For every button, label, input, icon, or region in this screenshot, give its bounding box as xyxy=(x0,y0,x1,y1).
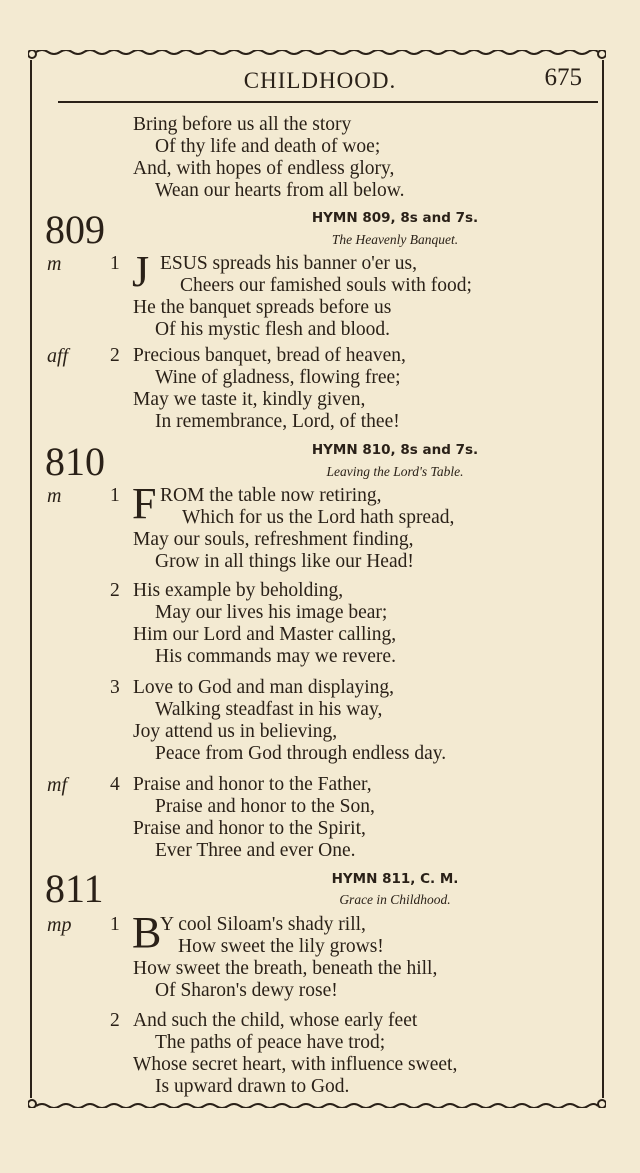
verse-line: Of Sharon's dewy rose! xyxy=(155,980,338,1001)
hymn-title: HYMN 810, 8s and 7s. xyxy=(311,442,479,458)
drop-cap: J xyxy=(132,247,150,296)
intro-line: Wean our hearts from all below. xyxy=(155,180,405,201)
running-header-title: CHILDHOOD. xyxy=(243,68,397,93)
page-number: 675 xyxy=(544,64,582,91)
verse-line: And such the child, whose early feet xyxy=(133,1010,418,1031)
verse-line: ROM the table now retiring, xyxy=(160,485,382,506)
verse-line: Y cool Siloam's shady rill, xyxy=(160,914,366,935)
verse-line: In remembrance, Lord, of thee! xyxy=(155,411,400,432)
verse-line: Is upward drawn to God. xyxy=(155,1076,350,1097)
dynamic-mark: aff xyxy=(47,345,69,367)
verse-line: Praise and honor to the Son, xyxy=(155,796,375,817)
verse-line: Joy attend us in believing, xyxy=(133,721,338,742)
verse-line: ESUS spreads his banner o'er us, xyxy=(160,253,417,274)
verse-line: Love to God and man displaying, xyxy=(133,677,395,698)
verse-line: Wine of gladness, flowing free; xyxy=(155,367,401,388)
dynamic-mark: mf xyxy=(47,774,67,796)
verse-line: Ever Three and ever One. xyxy=(155,840,356,861)
verse-line: His commands may we revere. xyxy=(155,646,396,667)
verse-number: 2 xyxy=(110,580,120,601)
verse-line: Of his mystic flesh and blood. xyxy=(155,319,391,340)
verse-line: His example by beholding, xyxy=(133,580,344,601)
verse-line: He the banquet spreads before us xyxy=(133,297,392,318)
verse-number: 3 xyxy=(110,677,120,698)
verse-number: 4 xyxy=(110,774,120,795)
verse-line: Which for us the Lord hath spread, xyxy=(182,507,455,528)
drop-cap: B xyxy=(132,908,162,957)
verse-line: The paths of peace have trod; xyxy=(155,1032,386,1053)
hymn-title: HYMN 809, 8s and 7s. xyxy=(311,210,479,226)
hymn-subtitle: The Heavenly Banquet. xyxy=(331,232,459,247)
verse-number: 2 xyxy=(110,345,120,366)
verse-line: Whose secret heart, with influence sweet, xyxy=(133,1054,458,1075)
dynamic-mark: mp xyxy=(47,914,72,936)
verse-line: Grow in all things like our Head! xyxy=(155,551,414,572)
verse-line: Praise and honor to the Spirit, xyxy=(133,818,366,839)
hymn-subtitle: Leaving the Lord's Table. xyxy=(326,464,464,479)
hymn-number: 811 xyxy=(45,866,104,911)
verse-line: Walking steadfast in his way, xyxy=(155,699,383,720)
verse-line: May we taste it, kindly given, xyxy=(133,389,366,410)
intro-line: Bring before us all the story xyxy=(133,114,352,135)
verse-number: 2 xyxy=(110,1010,120,1031)
verse-line: Peace from God through endless day. xyxy=(155,743,447,764)
verse-line: May our lives his image bear; xyxy=(155,602,388,623)
verse-number: 1 xyxy=(110,485,120,506)
hymn-subtitle: Grace in Childhood. xyxy=(339,892,451,907)
verse-line: Cheers our famished souls with food; xyxy=(180,275,472,296)
verse-line: Praise and honor to the Father, xyxy=(133,774,372,795)
drop-cap: F xyxy=(132,479,157,528)
intro-line: And, with hopes of endless glory, xyxy=(133,158,395,179)
dynamic-mark: m xyxy=(47,253,62,275)
verse-number: 1 xyxy=(110,253,120,274)
verse-number: 1 xyxy=(110,914,120,935)
header-rule xyxy=(58,101,598,103)
intro-line: Of thy life and death of woe; xyxy=(155,136,381,157)
verse-line: Precious banquet, bread of heaven, xyxy=(133,345,406,366)
verse-line: Him our Lord and Master calling, xyxy=(133,624,397,645)
verse-line: May our souls, refreshment finding, xyxy=(133,529,414,550)
verse-line: How sweet the lily grows! xyxy=(178,936,384,957)
hymn-title: HYMN 811, C. M. xyxy=(331,871,459,887)
verse-line: How sweet the breath, beneath the hill, xyxy=(133,958,438,979)
hymn-number: 809 xyxy=(45,207,105,252)
hymn-number: 810 xyxy=(45,439,105,484)
dynamic-mark: m xyxy=(47,485,62,507)
